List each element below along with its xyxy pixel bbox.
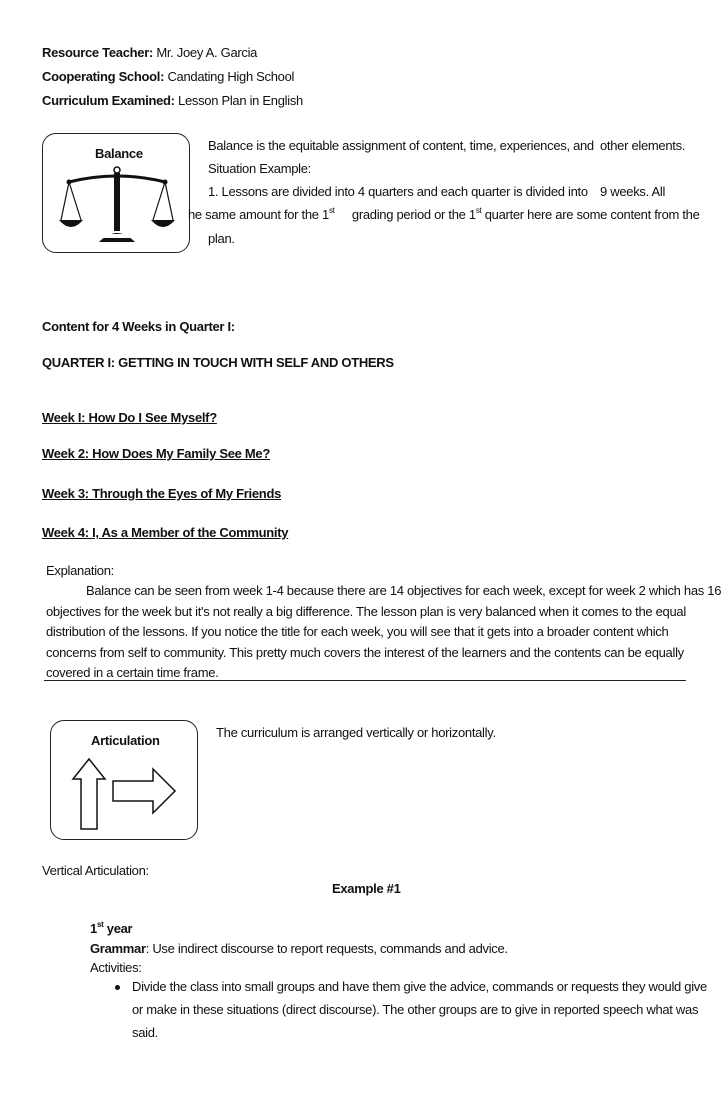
- quarter-heading: QUARTER I: GETTING IN TOUCH WITH SELF AND OTHERS: [42, 355, 394, 370]
- balance-box: [42, 133, 190, 253]
- balance-line-1a: Balance is the equitable assignment of content, time, experiences, and: [208, 138, 594, 153]
- curriculum-value: Lesson Plan in English: [178, 93, 303, 108]
- articulation-box-title: Articulation: [91, 733, 160, 748]
- week-3: Week 3: Through the Eyes of My Friends: [42, 486, 282, 501]
- balance-line-4b: grading period or the 1: [351, 207, 476, 222]
- balance-line-4c: quarter here are some content from the: [484, 207, 700, 222]
- balance-line-4-sup1: st: [328, 206, 335, 215]
- grammar-text: : Use indirect discourse to report requests, commands and advice.: [145, 941, 508, 956]
- balance-line-3a: 1. Lessons are divided into 4 quarters and each quarter is divided into: [208, 184, 588, 199]
- bullet-line-3: said.: [132, 1025, 158, 1040]
- example-heading: Example #1: [332, 881, 401, 896]
- year-sup: st: [96, 920, 104, 929]
- balance-line-4: [188, 206, 700, 224]
- explanation-line-1: Balance can be seen from week 1-4 because there are 14 objectives for each week, except for week 2 which has 16: [86, 583, 722, 598]
- resource-teacher-line: [42, 44, 257, 62]
- balance-line-3b: 9 weeks. All: [600, 184, 666, 199]
- scale-icon: [59, 164, 175, 246]
- balance-line-1b: other elements.: [600, 138, 686, 153]
- year-word: year: [106, 921, 133, 936]
- balance-line-2: Situation Example:: [208, 161, 311, 176]
- year-number: 1: [90, 921, 97, 936]
- explanation-line-4: concerns from self to community. This pretty much covers the interest of the learners and the contents can be equally: [46, 645, 684, 660]
- balance-box-title: Balance: [95, 146, 143, 161]
- resource-teacher-value: Mr. Joey A. Garcia: [156, 45, 258, 60]
- curriculum-line: [42, 92, 303, 110]
- explanation-line-3: distribution of the lessons. If you notice the title for each week, you will see that it gets into a broader content which: [46, 624, 669, 639]
- grammar-label: Grammar: [90, 941, 146, 956]
- balance-line-4-sup2: st: [475, 206, 482, 215]
- week-4: Week 4: I, As a Member of the Community: [42, 525, 289, 540]
- explanation-line-5: covered in a certain time frame.: [46, 665, 219, 680]
- bullet-line-1: Divide the class into small groups and have them give the advice, commands or requests they would give: [132, 979, 707, 994]
- arrows-icon: [71, 757, 183, 831]
- articulation-box: [50, 720, 198, 840]
- explanation-divider: [44, 680, 686, 681]
- explanation-line-2: objectives for the week but it's not really a big difference. The lesson plan is very balanced when it comes to the equal: [46, 604, 686, 619]
- year-heading: [90, 920, 132, 938]
- vertical-articulation-label: Vertical Articulation:: [42, 863, 149, 878]
- curriculum-label: Curriculum Examined:: [42, 93, 175, 108]
- explanation-label: Explanation:: [46, 563, 114, 578]
- bullet-icon: [115, 985, 120, 990]
- grammar-line: [90, 940, 508, 958]
- cooperating-school-label: Cooperating School:: [42, 69, 165, 84]
- week-2: Week 2: How Does My Family See Me?: [42, 446, 270, 461]
- activities-label: Activities:: [90, 960, 142, 975]
- content-heading: Content for 4 Weeks in Quarter I:: [42, 319, 235, 334]
- balance-line-5: plan.: [208, 231, 235, 246]
- cooperating-school-line: [42, 68, 294, 86]
- week-1: Week I: How Do I See Myself?: [42, 410, 217, 425]
- bullet-line-2: or make in these situations (direct discourse). The other groups are to give in reported speech what was: [132, 1002, 699, 1017]
- articulation-description: The curriculum is arranged vertically or horizontally.: [216, 725, 496, 740]
- cooperating-school-value: Candating High School: [167, 69, 295, 84]
- balance-line-4a: he same amount for the 1: [188, 207, 329, 222]
- resource-teacher-label: Resource Teacher:: [42, 45, 153, 60]
